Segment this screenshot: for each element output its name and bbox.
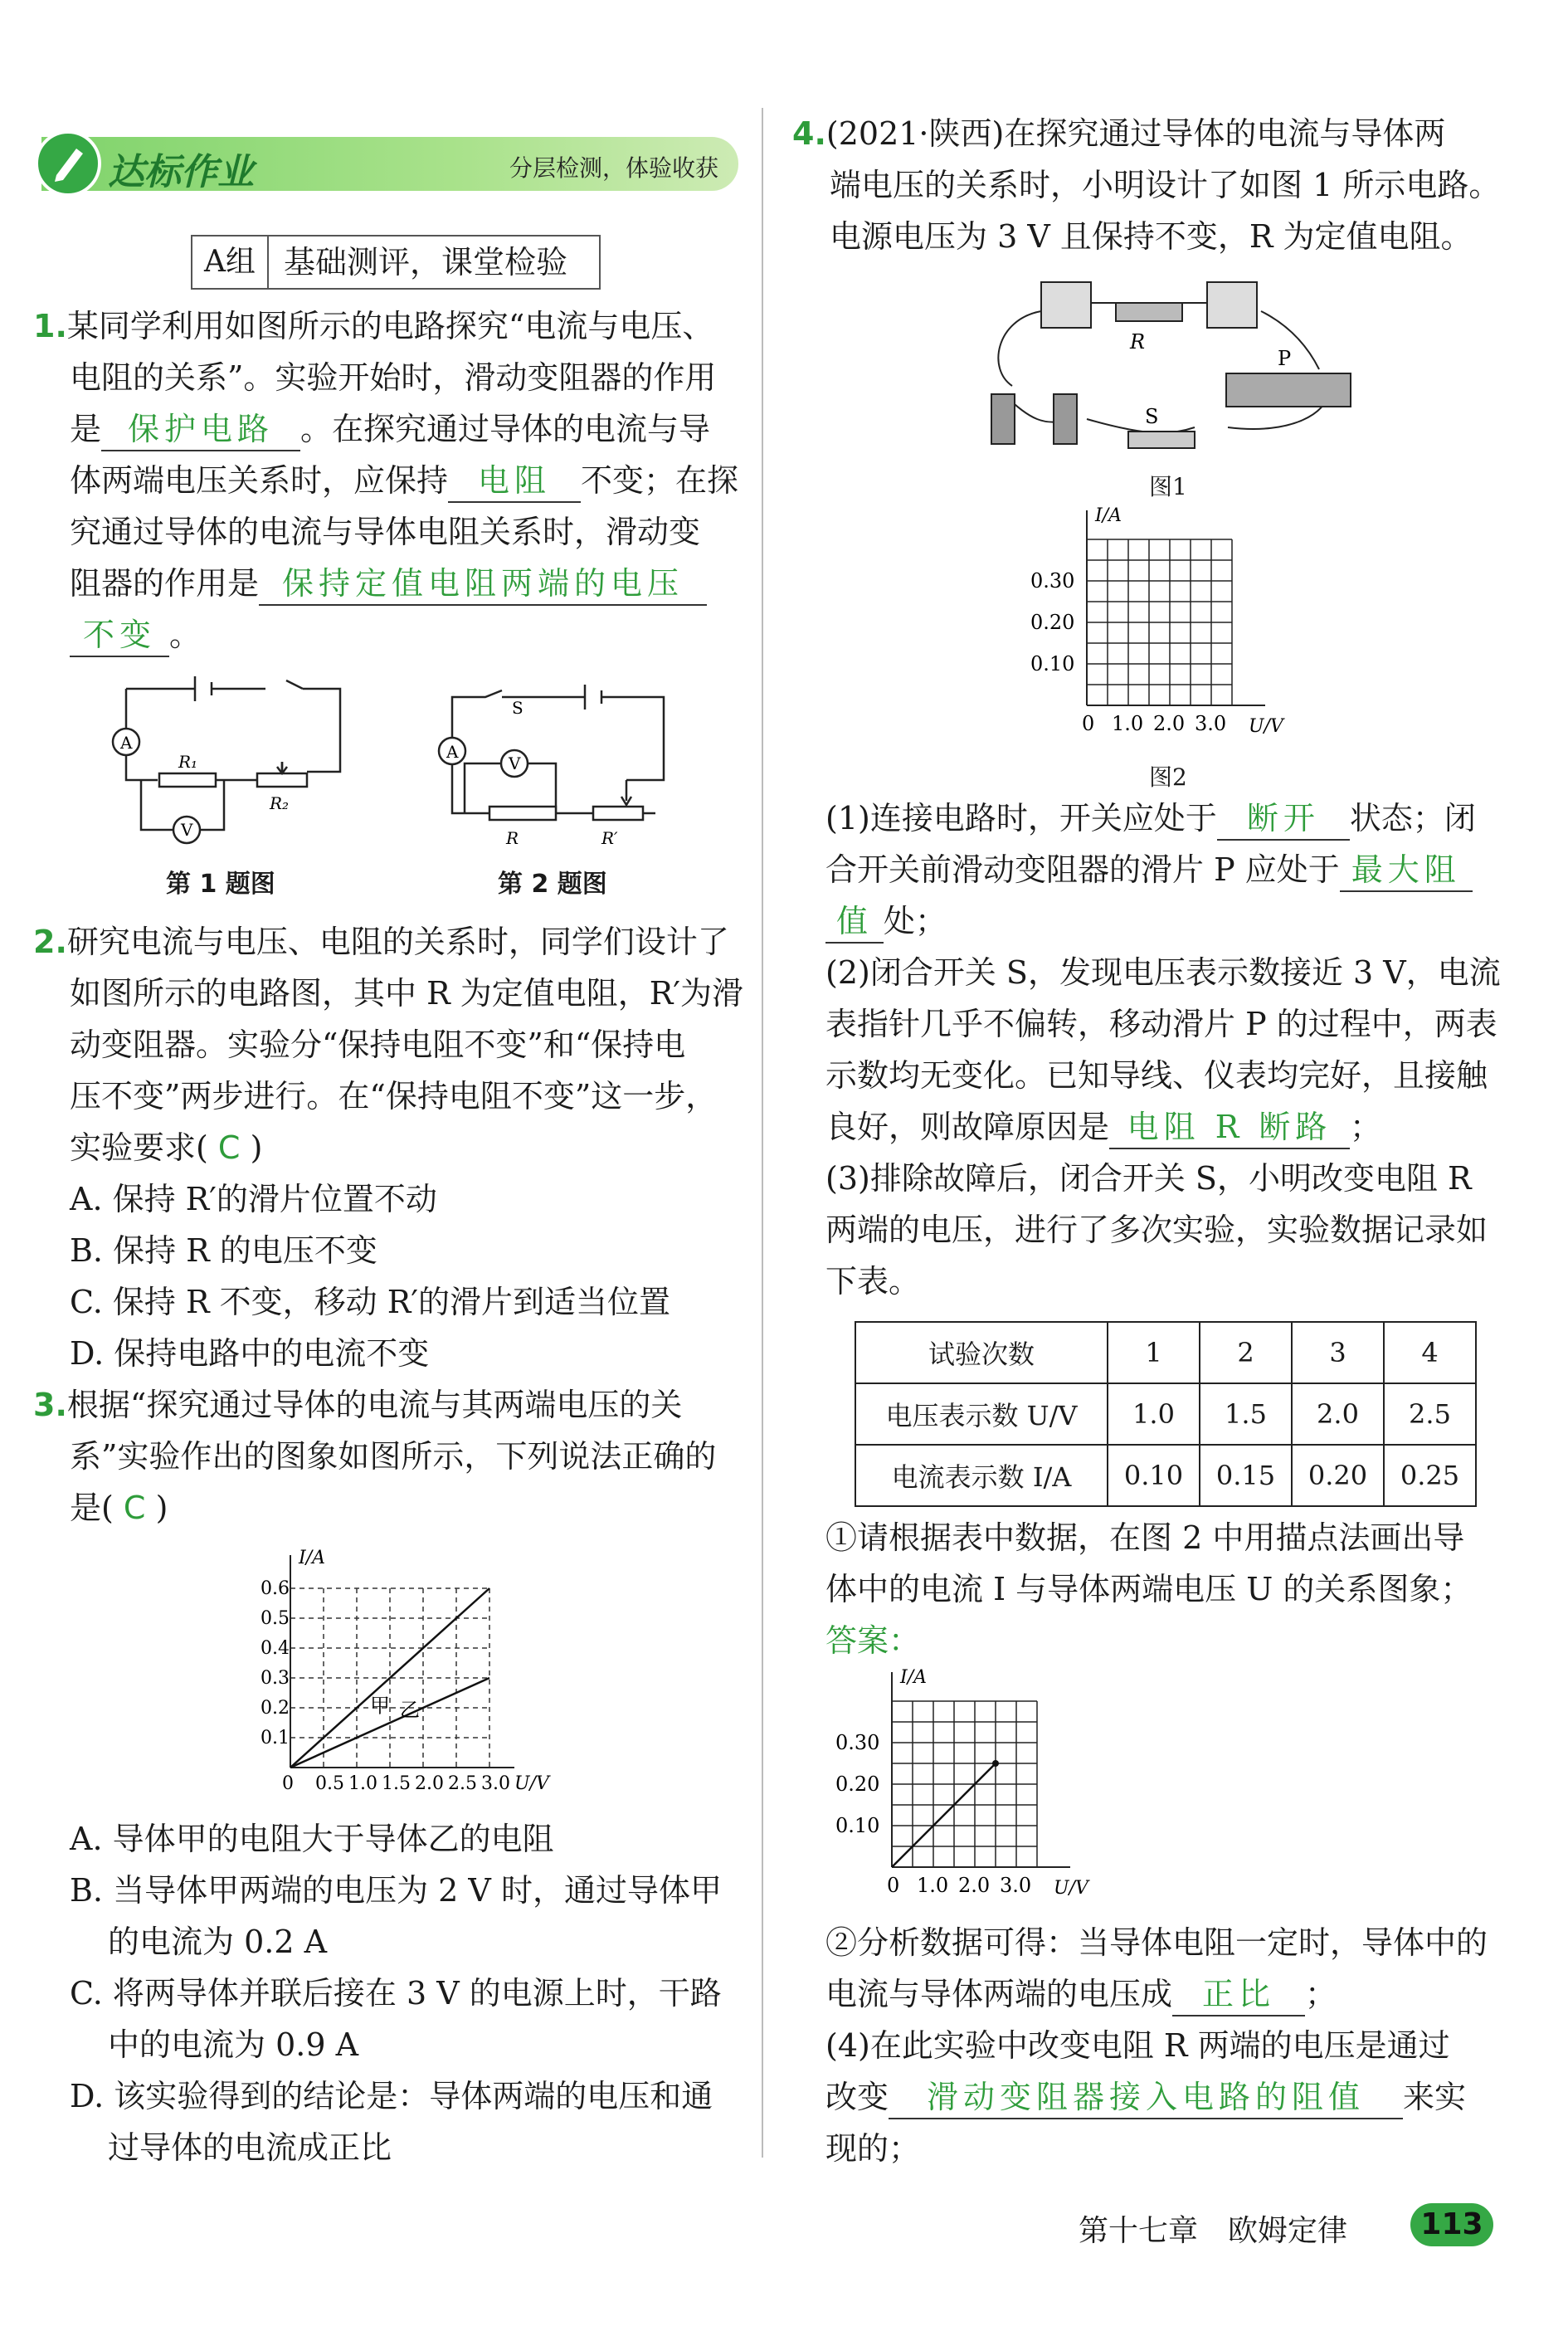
q4-part4-line1: (4)在此实验中改变电阻 R 两端的电压是通过 (825, 2027, 1450, 2064)
q1-answer-3b: 不变 (70, 614, 169, 657)
q4-data-table (855, 1321, 1477, 1507)
q4-part4-line3: 现的； (825, 2130, 921, 2167)
q1-line2: 电阻的关系”。实验开始时，滑动变阻器的作用 (70, 359, 717, 396)
q4-line3: 电源电压为 3 V 且保持不变，R 为定值电阻。 (830, 218, 1473, 255)
x-axis-label: U/V (514, 1773, 549, 1792)
q1-number: 1. (33, 308, 67, 344)
q3-answer: C (123, 1490, 146, 1526)
rheostat-r2 (257, 773, 307, 787)
q2-line3: 动变阻器。实验分“保持电阻不变”和“保持电 (70, 1027, 686, 1063)
q4-answer-chart (817, 1668, 1099, 1909)
q2-switch-label: S (512, 698, 523, 718)
x-tick-label: 0.5 (315, 1773, 344, 1792)
battery-2 (1054, 394, 1077, 444)
x-tick-label: 0 (887, 1874, 900, 1897)
x-tick-label: 2.0 (415, 1773, 444, 1792)
series-label: 甲 (370, 1694, 390, 1718)
q3-line2: 系”实验作出的图象如图所示，下列说法正确的 (70, 1438, 717, 1475)
q4-part2-line2: 表指针几乎不偏转，移动滑片 P 的过程中，两表 (825, 1006, 1497, 1042)
q4-fig2-caption: 图2 (1149, 763, 1187, 791)
banner-title: 达标作业 (108, 151, 254, 193)
group-heading (191, 235, 601, 290)
q3-number: 3. (33, 1387, 67, 1423)
q2-voltmeter-label: V (509, 753, 521, 773)
table-header-row (855, 1322, 1476, 1383)
x-tick-label: 2.0 (958, 1874, 991, 1897)
group-label: A组 (192, 237, 269, 288)
battery-1 (991, 394, 1015, 444)
series-label: 乙 (400, 1698, 420, 1722)
q1-circuit-figure (108, 672, 357, 846)
y-tick-label: 0.30 (1030, 569, 1075, 593)
x-tick-label: 0 (282, 1773, 294, 1792)
q2-line2: 如图所示的电路图，其中 R 为定值电阻，R′为滑 (70, 975, 744, 1012)
q4-number: 4. (792, 115, 826, 152)
q4-sub1-line1: ①请根据表中数据，在图 2 中用描点法画出导 (825, 1519, 1465, 1556)
q1-answer-2: 电阻 (448, 460, 581, 503)
y-axis-label: I/A (900, 1668, 927, 1688)
q4-line1: 4.(2021·陕西)在探究通过导体的电流与导体两 (792, 115, 1446, 152)
q3-option-b-cont: 的电流为 0.2 A (108, 1924, 328, 1960)
q4-answer-label: 答案： (825, 1622, 921, 1659)
banner-subtitle: 分层检测，体验收获 (509, 154, 718, 182)
x-tick-label: 3.0 (1195, 712, 1227, 735)
resistor-r1 (159, 773, 216, 787)
table-row (855, 1445, 1476, 1506)
rheostat-device (1226, 373, 1351, 407)
y-tick-label: 0.30 (835, 1731, 880, 1754)
q1-line7: 不变 。 (70, 609, 201, 661)
q1-line5: 究通过导体的电流与导体电阻关系时，滑动变 (70, 514, 701, 550)
q4-apparatus-figure (979, 270, 1369, 452)
page-number: 113 (1410, 2203, 1493, 2246)
q4-part2-line3: 示数均无变化。已知导线、仪表均完好，且接触 (825, 1057, 1488, 1094)
q4-answer-fault: 电阻 R 断路 (1109, 1106, 1350, 1149)
x-tick-label: 3.0 (1000, 1874, 1032, 1897)
group-title: 基础测评，课堂检验 (284, 244, 568, 280)
q3-option-a: A. 导体甲的电阻大于导体乙的电阻 (70, 1821, 554, 1857)
q4-sub1-line2: 体中的电流 I 与导体两端电压 U 的关系图象； (825, 1571, 1473, 1607)
table-cell: 1.0 (1108, 1383, 1200, 1445)
q3-line3: 是( C ) (70, 1490, 168, 1526)
q4-fig1-caption: 图1 (1149, 473, 1187, 500)
x-tick-label: 3.0 (481, 1773, 510, 1792)
section-banner (41, 137, 738, 191)
table-cell: 电流表示数 I/A (855, 1445, 1108, 1506)
x-tick-label: 1.0 (348, 1773, 377, 1792)
rheostat-rp (593, 807, 643, 820)
q4-part2-line4: 良好，则故障原因是 电阻 R 断路 ； (825, 1101, 1381, 1153)
q2-option-b: B. 保持 R 的电压不变 (70, 1232, 377, 1269)
q2-r-label: R (506, 828, 519, 848)
switch-device (1128, 432, 1195, 448)
table-cell: 2.5 (1384, 1383, 1476, 1445)
y-axis-label: I/A (299, 1548, 325, 1568)
q4-answer-proportion: 正比 (1172, 1973, 1305, 2016)
q2-answer: C (217, 1129, 241, 1166)
q1-r2-label: R₂ (270, 793, 290, 813)
q4-answer-switch: 断开 (1217, 797, 1350, 841)
q2-figure-caption: 第 2 题图 (498, 870, 607, 899)
ammeter-device (1041, 282, 1091, 328)
x-axis-label: U/V (1249, 716, 1283, 737)
q2-circuit-figure (436, 680, 684, 855)
q1-line4: 体两端电压关系时，应保持 电阻 不变；在探 (70, 455, 738, 506)
q4-answer-slider-a: 最大阻 (1340, 849, 1473, 892)
q4-part1-line3: 值 处； (825, 895, 947, 947)
q3-option-c: C. 将两导体并联后接在 3 V 的电源上时，干路 (70, 1975, 722, 2012)
q1-answer-1: 保护电路 (101, 408, 300, 451)
q3-iv-chart (241, 1543, 572, 1792)
q4-empty-grid-chart (1012, 506, 1294, 747)
q1-ammeter-label: A (120, 733, 133, 753)
q2-line1: 2.研究电流与电压、电阻的关系时，同学们设计了 (33, 924, 729, 960)
q3-option-d: D. 该实验得到的结论是：导体两端的电压和通 (70, 2078, 713, 2114)
q4-line2: 端电压的关系时，小明设计了如图 1 所示电路。 (830, 167, 1501, 203)
q2-option-c: C. 保持 R 不变，移动 R′的滑片到适当位置 (70, 1284, 670, 1320)
table-cell: 1.5 (1200, 1383, 1292, 1445)
q2-ammeter-label: A (446, 742, 459, 762)
q1-line6: 阻器的作用是 保持定值电阻两端的电压 (70, 558, 707, 609)
q1-voltmeter-label: V (181, 820, 193, 840)
q4-part3-line3: 下表。 (825, 1263, 921, 1300)
table-cell: 0.25 (1384, 1445, 1476, 1506)
q1-figure-caption: 第 1 题图 (166, 870, 275, 899)
q1-line3: 是 保护电路 。在探究通过导体的电流与导 (70, 403, 710, 455)
x-tick-label: 1.0 (1112, 712, 1144, 735)
q4-answer-slider-b: 值 (825, 900, 884, 944)
table-header: 2 (1200, 1322, 1292, 1383)
q3-option-b: B. 当导体甲两端的电压为 2 V 时，通过导体甲 (70, 1872, 722, 1909)
y-tick-label: 0.10 (835, 1814, 880, 1837)
column-divider (762, 108, 763, 2158)
y-tick-label: 0.4 (261, 1638, 290, 1659)
x-tick-label: 0 (1082, 712, 1095, 735)
table-cell: 0.15 (1200, 1445, 1292, 1506)
x-axis-label: U/V (1054, 1878, 1088, 1899)
table-row (855, 1383, 1476, 1445)
table-header: 3 (1292, 1322, 1384, 1383)
q2-rp-label: R′ (601, 828, 618, 848)
q4-sub2-line2: 电流与导体两端的电压成 正比 ； (825, 1968, 1337, 2020)
voltmeter-device (1207, 282, 1257, 328)
series-line (892, 1763, 996, 1867)
table-header: 试验次数 (855, 1322, 1108, 1383)
q4-part1-line2: 合开关前滑动变阻器的滑片 P 应处于 最大阻 (825, 844, 1473, 895)
y-tick-label: 0.20 (835, 1773, 880, 1796)
q4-part3-line2: 两端的电压，进行了多次实验，实验数据记录如 (825, 1212, 1488, 1248)
data-point (992, 1760, 999, 1767)
y-tick-label: 0.10 (1030, 652, 1075, 675)
q4-s-label: S (1145, 405, 1159, 428)
y-axis-label: I/A (1095, 506, 1122, 526)
y-tick-label: 0.5 (261, 1608, 290, 1629)
y-tick-label: 0.1 (261, 1728, 290, 1748)
table-cell: 2.0 (1292, 1383, 1384, 1445)
x-tick-label: 1.5 (382, 1773, 411, 1792)
q4-part3-line1: (3)排除故障后，闭合开关 S，小明改变电阻 R (825, 1160, 1472, 1197)
q2-line4: 压不变”两步进行。在“保持电阻不变”这一步， (70, 1078, 718, 1114)
q1-line1: 1.某同学利用如图所示的电路探究“电流与电压、 (33, 308, 714, 344)
x-tick-label: 2.5 (448, 1773, 477, 1792)
table-cell: 0.20 (1292, 1445, 1384, 1506)
q3-line1: 3.根据“探究通过导体的电流与其两端电压的关 (33, 1387, 683, 1423)
chapter-title: 第十七章 欧姆定律 (1079, 2214, 1348, 2248)
q2-option-a: A. 保持 R′的滑片位置不动 (70, 1181, 437, 1217)
table-header: 4 (1384, 1322, 1476, 1383)
q2-line5: 实验要求( C ) (70, 1129, 263, 1166)
q4-sub2-line1: ②分析数据可得：当导体电阻一定时，导体中的 (825, 1924, 1488, 1961)
q4-p-label: P (1278, 347, 1292, 370)
q1-r1-label: R₁ (178, 752, 198, 772)
q2-option-d: D. 保持电路中的电流不变 (70, 1335, 430, 1372)
y-tick-label: 0.20 (1030, 611, 1075, 634)
q4-part4-line2: 改变 滑动变阻器接入电路的阻值 来实 (825, 2071, 1466, 2123)
table-cell: 0.10 (1108, 1445, 1200, 1506)
resistor-r (489, 807, 556, 820)
q1-answer-3a: 保持定值电阻两端的电压 (259, 563, 707, 606)
y-tick-label: 0.6 (261, 1578, 290, 1599)
q4-answer-method: 滑动变阻器接入电路的阻值 (889, 2076, 1403, 2119)
y-tick-label: 0.2 (261, 1698, 290, 1719)
q2-number: 2. (33, 924, 67, 960)
table-cell: 电压表示数 U/V (855, 1383, 1108, 1445)
pencil-icon (35, 130, 101, 197)
q4-part2-line1: (2)闭合开关 S，发现电压表示数接近 3 V，电流 (825, 954, 1501, 991)
q4-part1-line1: (1)连接电路时，开关应处于 断开 状态；闭 (825, 792, 1476, 844)
q3-option-d-cont: 过导体的电流成正比 (108, 2129, 392, 2166)
q3-option-c-cont: 中的电流为 0.9 A (108, 2026, 359, 2063)
table-header: 1 (1108, 1322, 1200, 1383)
resistor-device (1116, 303, 1182, 321)
y-tick-label: 0.3 (261, 1668, 290, 1689)
q4-r-label: R (1130, 330, 1146, 354)
x-tick-label: 1.0 (917, 1874, 949, 1897)
x-tick-label: 2.0 (1153, 712, 1186, 735)
